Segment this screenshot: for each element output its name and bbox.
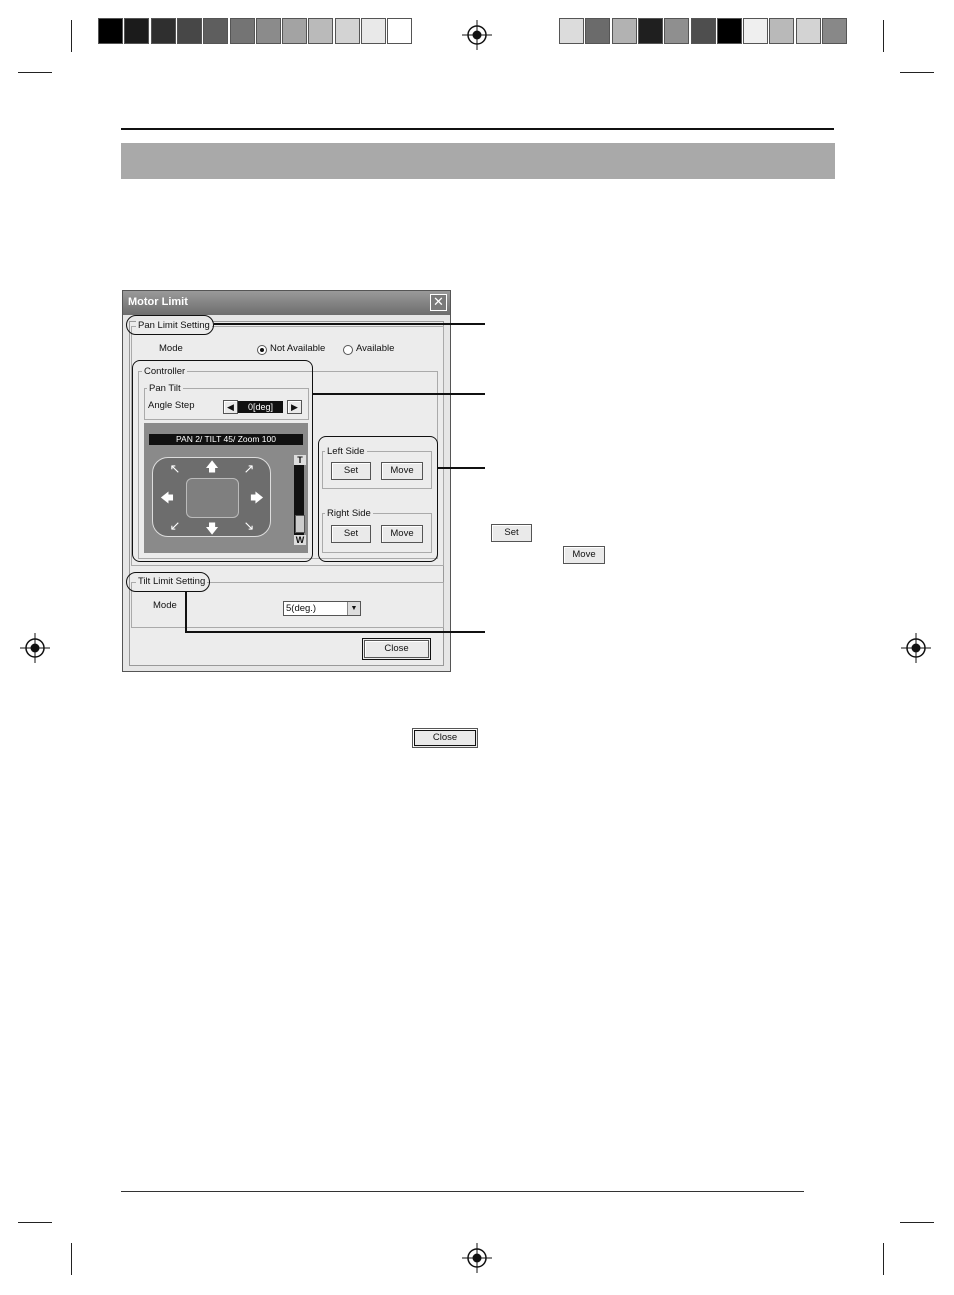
right-move-button[interactable]: Move bbox=[381, 525, 423, 543]
color-swatch bbox=[151, 18, 176, 44]
registration-mark-icon bbox=[901, 633, 931, 663]
color-swatch bbox=[177, 18, 202, 44]
color-swatch bbox=[822, 18, 847, 44]
inline-close-button: Close bbox=[412, 728, 478, 748]
crop-mark bbox=[900, 1222, 934, 1223]
arrow-left-icon[interactable]: 🡄 bbox=[160, 490, 174, 505]
inline-set-button: Set bbox=[491, 524, 532, 542]
arrow-down-right-icon[interactable]: ↘ bbox=[243, 518, 255, 533]
position-readout: PAN 2/ TILT 45/ Zoom 100 bbox=[149, 434, 303, 445]
color-swatch bbox=[335, 18, 360, 44]
right-side-group-label: Right Side bbox=[327, 508, 371, 519]
angle-step-decrease-button[interactable]: ◀ bbox=[223, 400, 238, 414]
zoom-tele-label: T bbox=[294, 455, 306, 465]
color-swatch bbox=[769, 18, 794, 44]
crop-mark bbox=[71, 1243, 72, 1275]
callout-controller bbox=[132, 360, 313, 562]
dialog-titlebar[interactable] bbox=[123, 291, 450, 315]
radio-available-label: Available bbox=[356, 343, 395, 354]
radio-available[interactable] bbox=[343, 345, 353, 355]
color-swatch bbox=[98, 18, 123, 44]
crop-mark bbox=[18, 72, 52, 73]
tilt-mode-label: Mode bbox=[153, 600, 177, 611]
leader-line bbox=[438, 467, 485, 469]
pan-tilt-group-label: Pan Tilt bbox=[149, 383, 181, 394]
leader-line bbox=[185, 592, 187, 632]
callout-pan-limit bbox=[126, 315, 214, 335]
registration-mark-icon bbox=[20, 633, 50, 663]
crop-mark bbox=[18, 1222, 52, 1223]
tilt-mode-select[interactable] bbox=[283, 601, 361, 616]
leader-line bbox=[313, 393, 485, 395]
color-swatch bbox=[256, 18, 281, 44]
color-swatch bbox=[387, 18, 412, 44]
dialog-title: Motor Limit bbox=[128, 296, 188, 308]
chevron-down-icon[interactable]: ▼ bbox=[347, 602, 360, 615]
crop-mark bbox=[883, 1243, 884, 1275]
color-swatch bbox=[612, 18, 637, 44]
registration-mark-icon bbox=[462, 1243, 492, 1273]
dialog-close-button[interactable]: Close bbox=[364, 640, 429, 658]
section-heading-band bbox=[121, 143, 835, 179]
arrow-up-left-icon[interactable]: ↖ bbox=[169, 461, 181, 476]
arrow-up-icon[interactable]: 🡅 bbox=[205, 459, 219, 474]
angle-step-increase-button[interactable]: ▶ bbox=[287, 400, 302, 414]
color-swatch bbox=[638, 18, 663, 44]
left-move-button[interactable]: Move bbox=[381, 462, 423, 480]
zoom-wide-label: W bbox=[295, 535, 305, 545]
header-rule bbox=[121, 128, 834, 130]
arrow-up-right-icon[interactable]: ↗ bbox=[243, 461, 255, 476]
angle-step-value: 0[deg] bbox=[238, 401, 283, 413]
color-swatch bbox=[282, 18, 307, 44]
color-swatch bbox=[691, 18, 716, 44]
controller-group-label: Controller bbox=[144, 366, 186, 377]
crop-mark bbox=[900, 72, 934, 73]
tilt-mode-value: 5(deg.) bbox=[286, 603, 317, 614]
color-swatch bbox=[796, 18, 821, 44]
color-swatch bbox=[585, 18, 610, 44]
color-swatch bbox=[361, 18, 386, 44]
registration-mark-icon bbox=[462, 20, 492, 50]
callout-side-buttons bbox=[318, 436, 438, 562]
left-set-button[interactable]: Set bbox=[331, 462, 371, 480]
angle-step-label: Angle Step bbox=[148, 400, 195, 411]
inline-move-button: Move bbox=[563, 546, 605, 564]
arrow-down-icon[interactable]: 🡇 bbox=[205, 521, 219, 536]
color-swatch bbox=[308, 18, 333, 44]
leader-line bbox=[214, 323, 485, 325]
color-swatch bbox=[664, 18, 689, 44]
arrow-down-left-icon[interactable]: ↙ bbox=[169, 518, 181, 533]
leader-line bbox=[185, 631, 485, 633]
pan-limit-group-label: Pan Limit Setting bbox=[138, 320, 210, 331]
arrow-right-icon[interactable]: 🡆 bbox=[250, 490, 264, 505]
color-swatch bbox=[559, 18, 584, 44]
crop-mark bbox=[883, 20, 884, 52]
color-swatch bbox=[230, 18, 255, 44]
crop-mark bbox=[71, 20, 72, 52]
color-swatch bbox=[743, 18, 768, 44]
callout-tilt-limit bbox=[126, 572, 210, 592]
radio-not-available-label: Not Available bbox=[270, 343, 326, 354]
color-swatch bbox=[717, 18, 742, 44]
footer-rule bbox=[121, 1191, 804, 1192]
left-side-group-label: Left Side bbox=[327, 446, 365, 457]
close-icon[interactable]: ✕ bbox=[430, 294, 447, 311]
radio-not-available[interactable] bbox=[257, 345, 267, 355]
right-set-button[interactable]: Set bbox=[331, 525, 371, 543]
color-swatch bbox=[203, 18, 228, 44]
mode-label: Mode bbox=[159, 343, 183, 354]
tilt-limit-group-label: Tilt Limit Setting bbox=[138, 576, 206, 587]
color-swatch bbox=[124, 18, 149, 44]
